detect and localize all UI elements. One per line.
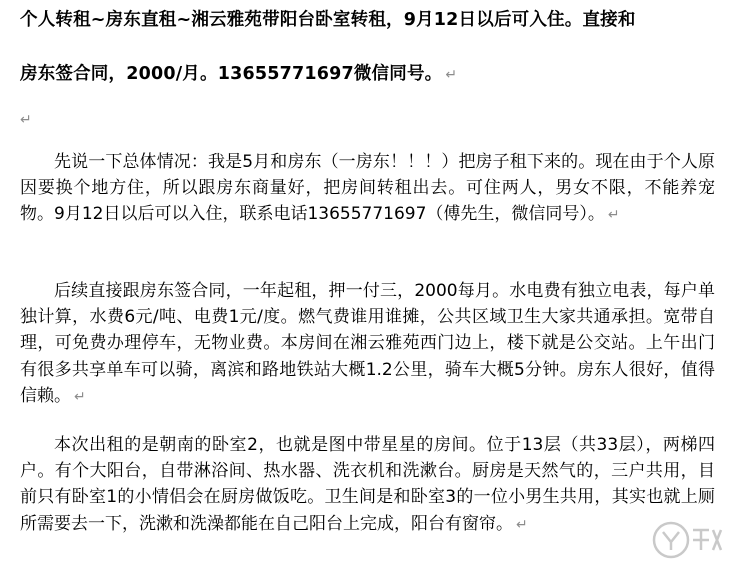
paragraph-mark-icon: ↵ [74, 388, 86, 405]
paragraph-mark-icon: ↵ [607, 207, 620, 224]
title-line-1 [20, 6, 636, 31]
paragraph-mark-icon: ↵ [20, 112, 32, 128]
title-line-2 [20, 60, 457, 85]
paragraph-mark-icon: ↵ [516, 516, 528, 533]
paragraph-mark-icon: ↵ [445, 67, 458, 83]
paragraph-terms [20, 278, 715, 410]
paragraph-text: 先说一下总体情况：我是5月和房东（一房东！！！）把房子租下来的。现在由于个人原因要换个地方住，所以跟房东商量好，把房间转租出去。可住两人，男女不限，不能养宠物。9月12日以后可以入住，联系电话13655771697（傅先生，微信同号）。 [20, 152, 715, 225]
paragraph-overview [20, 149, 715, 229]
title-text-1: 个人转租~房东直租~湘云雅苑带阳台卧室转租，9月12日以后可入住。直接和 [20, 10, 636, 30]
paragraph-room [20, 432, 715, 538]
paragraph-text: 本次出租的是朝南的卧室2，也就是图中带星星的房间。位于13层（共33层），两梯四户。有个大阳台，自带淋浴间、热水器、洗衣机和洗漱台。厨房是天然气的，三户共用，目前只有卧室1的小情侣会在厨房做饭吃。卫生间是和卧室3的一位小男生共用，其实也就上厕所需要去一下，洗漱和洗澡都能在自己阳台上完成，阳台有窗帘。 [20, 435, 715, 534]
paragraph-text: 后续直接跟房东签合同，一年起租，押一付三，2000每月。水电费有独立电表，每户单独计算，水费6元/吨、电费1元/度。燃气费谁用谁摊，公共区域卫生大家共通承担。宽带自理，可免费办理停车，无物业费。本房间在湘云雅苑西门边上，楼下就是公交站。上午出门有很多共享单车可以骑，离滨和路地铁站大概1.2公里，骑车大概5分钟。房东人很好，值得信赖。 [20, 281, 715, 406]
title-text-2: 房东签合同，2000/月。13655771697微信同号。 [20, 64, 443, 84]
empty-paragraph [20, 112, 32, 128]
site-watermark-logo-icon [649, 518, 727, 562]
